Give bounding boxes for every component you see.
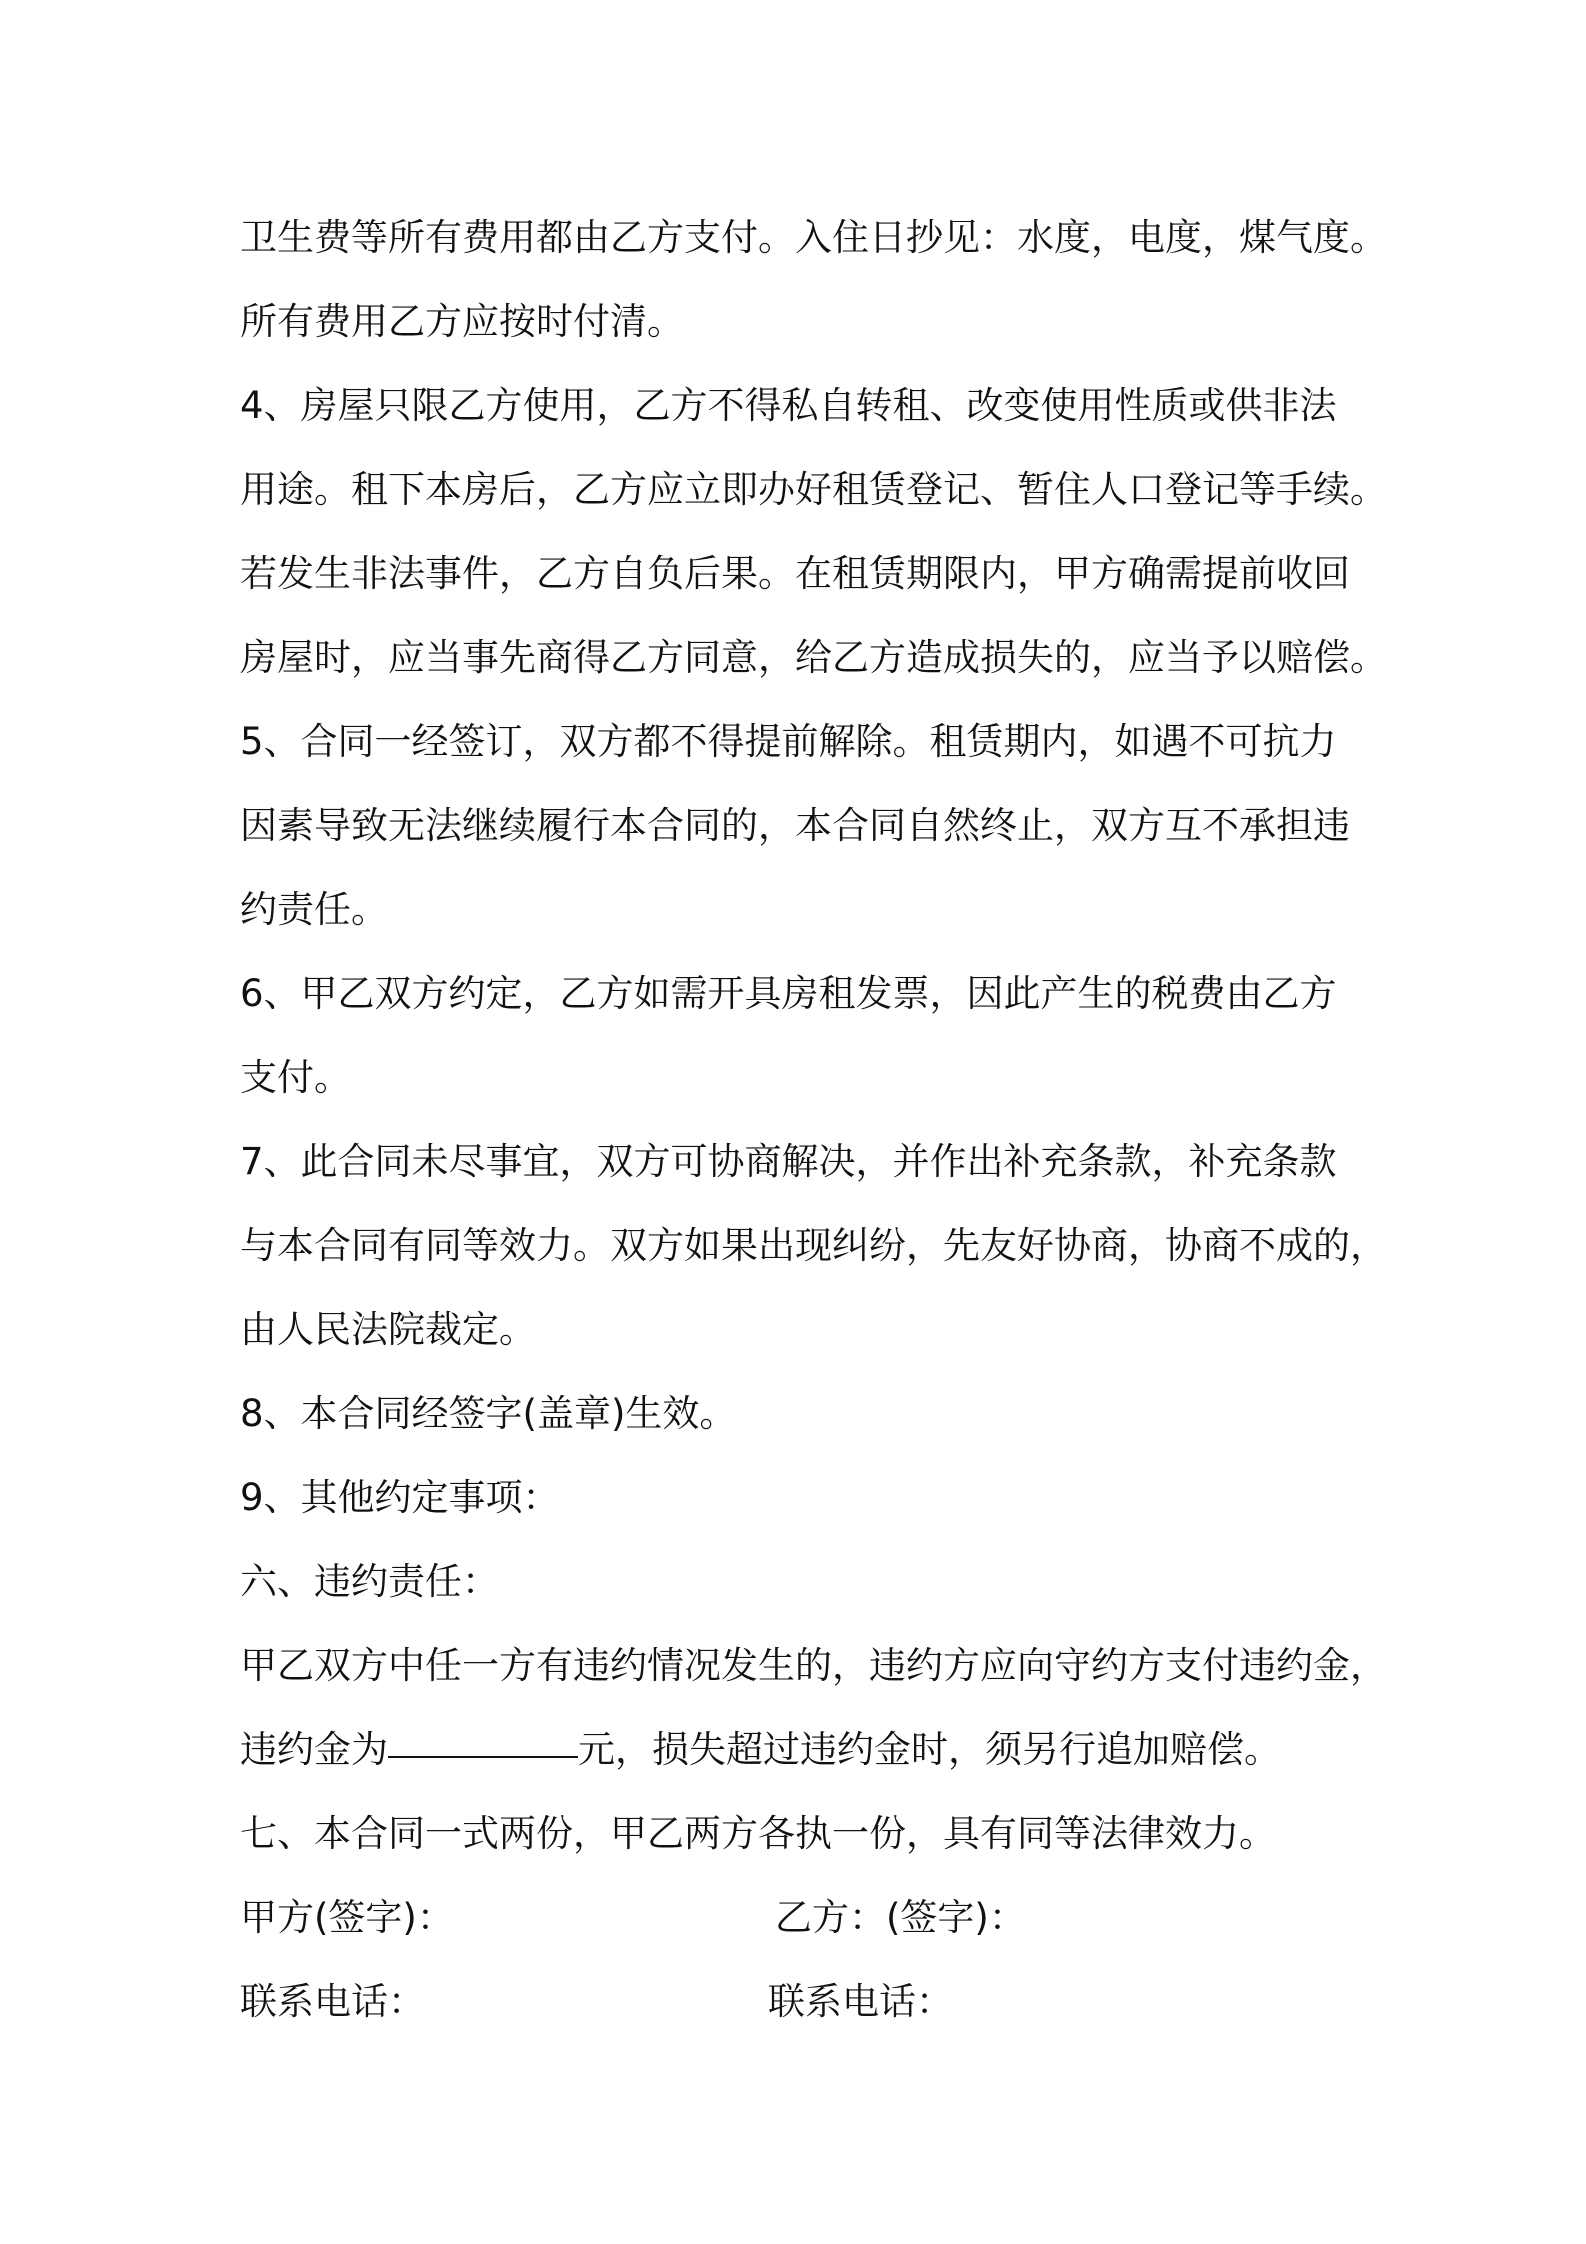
paragraph-line: 与本合同有同等效力。双方如果出现纠纷，先友好协商，协商不成的，: [240, 1224, 1387, 1267]
penalty-prefix: 违约金为: [240, 1728, 388, 1771]
paragraph-line: 支付。: [240, 1056, 351, 1099]
paragraph-line: 若发生非法事件，乙方自负后果。在租赁期限内，甲方确需提前收回: [240, 552, 1350, 595]
penalty-amount-blank: [388, 1755, 578, 1758]
clause-7-line: 7、此合同未尽事宜，双方可协商解决，并作出补充条款，补充条款: [240, 1140, 1337, 1183]
party-a-signature-label: 甲方(签字)：: [240, 1896, 454, 1939]
paragraph-line: 因素导致无法继续履行本合同的，本合同自然终止，双方互不承担违: [240, 804, 1350, 847]
penalty-line: [240, 1708, 1370, 1792]
paragraph-line: 用途。租下本房后，乙方应立即办好租赁登记、暂住人口登记等手续。: [240, 468, 1387, 511]
paragraph-line: 约责任。: [240, 888, 388, 931]
section-six-heading: 六、违约责任：: [240, 1560, 499, 1603]
paragraph-line: 所有费用乙方应按时付清。: [240, 300, 684, 343]
clause-8-line: 8、本合同经签字(盖章)生效。: [240, 1392, 737, 1435]
party-a-phone-label: 联系电话：: [240, 1980, 425, 2023]
section-seven-clause: 七、本合同一式两份，甲乙两方各执一份，具有同等法律效力。: [240, 1812, 1276, 1855]
phone-row: [240, 1960, 1370, 2044]
clause-4-line: 4、房屋只限乙方使用，乙方不得私自转租、改变使用性质或供非法: [240, 384, 1337, 427]
party-b-signature-label: 乙方：(签字)：: [775, 1896, 1026, 1939]
clause-5-line: 5、合同一经签订，双方都不得提前解除。租赁期内，如遇不可抗力: [240, 720, 1337, 763]
paragraph-line: 卫生费等所有费用都由乙方支付。入住日抄见：水度，电度，煤气度。: [240, 216, 1387, 259]
paragraph-line: 甲乙双方中任一方有违约情况发生的，违约方应向守约方支付违约金，: [240, 1644, 1387, 1687]
party-b-phone-label: 联系电话：: [768, 1980, 953, 2023]
clause-9-line: 9、其他约定事项：: [240, 1476, 560, 1519]
paragraph-line: 由人民法院裁定。: [240, 1308, 536, 1351]
paragraph-line: 房屋时，应当事先商得乙方同意，给乙方造成损失的，应当予以赔偿。: [240, 636, 1387, 679]
signature-row: [240, 1876, 1370, 1960]
penalty-suffix: 元，损失超过违约金时，须另行追加赔偿。: [578, 1728, 1281, 1771]
document-body: [240, 196, 1387, 2044]
clause-6-line: 6、甲乙双方约定，乙方如需开具房租发票，因此产生的税费由乙方: [240, 972, 1337, 1015]
